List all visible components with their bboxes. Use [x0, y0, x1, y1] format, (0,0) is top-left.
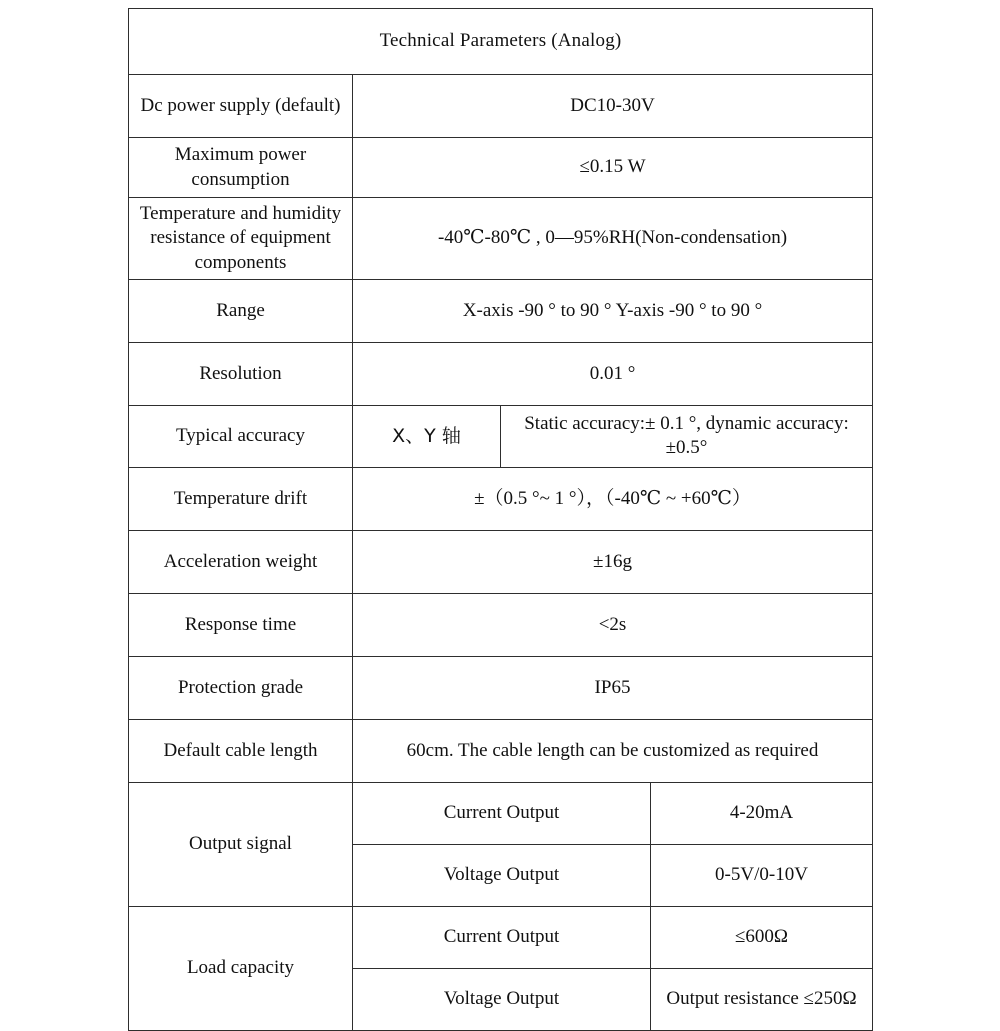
table-row [129, 719, 873, 782]
table-row [129, 467, 873, 530]
subrow-name-load-capacity-voltage: Voltage Output [353, 968, 651, 1030]
subrow-name-output-signal-current: Current Output [353, 782, 651, 844]
table-row [129, 906, 873, 968]
table-row [129, 656, 873, 719]
row-value-typical-accuracy: Static accuracy:± 0.1 °, dynamic accuracy: ±0.5° [501, 405, 873, 467]
row-value-temperature-drift: ±（0.5 °~ 1 °），（-40℃ ~ +60℃） [353, 467, 873, 530]
table-row [129, 198, 873, 280]
row-label-protection-grade: Protection grade [129, 656, 353, 719]
table-row [129, 279, 873, 342]
row-label-default-cable-length: Default cable length [129, 719, 353, 782]
table-row [129, 342, 873, 405]
subrow-name-load-capacity-current: Current Output [353, 906, 651, 968]
table-row [129, 75, 873, 138]
subrow-value-output-signal-current: 4-20mA [651, 782, 873, 844]
subrow-name-output-signal-voltage: Voltage Output [353, 844, 651, 906]
row-label-typical-accuracy: Typical accuracy [129, 405, 353, 467]
row-label-resolution: Resolution [129, 342, 353, 405]
table-row [129, 593, 873, 656]
row-label-dc-power-supply: Dc power supply (default) [129, 75, 353, 138]
row-value-max-power-consumption: ≤0.15 W [353, 138, 873, 198]
table-row [129, 405, 873, 467]
row-value-resolution: 0.01 ° [353, 342, 873, 405]
row-label-acceleration-weight: Acceleration weight [129, 530, 353, 593]
row-value-protection-grade: IP65 [353, 656, 873, 719]
row-label-load-capacity: Load capacity [129, 906, 353, 1030]
table-title-row [129, 9, 873, 75]
row-sublabel-typical-accuracy-axes: X、Y 轴 [353, 405, 501, 467]
row-label-output-signal: Output signal [129, 782, 353, 906]
subrow-value-load-capacity-current: ≤600Ω [651, 906, 873, 968]
page-title: Technical Parameters (Analog) [129, 9, 873, 75]
row-label-max-power-consumption: Maximum power consumption [129, 138, 353, 198]
technical-parameters-table [128, 8, 873, 1031]
table-row [129, 782, 873, 844]
row-value-default-cable-length: 60cm. The cable length can be customized as required [353, 719, 873, 782]
row-value-range: X-axis -90 ° to 90 ° Y-axis -90 ° to 90 ° [353, 279, 873, 342]
row-label-temperature-drift: Temperature drift [129, 467, 353, 530]
row-value-temp-humidity-resistance: -40℃-80℃ , 0—95%RH(Non-condensation) [353, 198, 873, 280]
row-label-range: Range [129, 279, 353, 342]
row-value-acceleration-weight: ±16g [353, 530, 873, 593]
row-label-response-time: Response time [129, 593, 353, 656]
subrow-value-load-capacity-voltage: Output resistance ≤250Ω [651, 968, 873, 1030]
table-row [129, 530, 873, 593]
row-value-dc-power-supply: DC10-30V [353, 75, 873, 138]
row-value-response-time: <2s [353, 593, 873, 656]
subrow-value-output-signal-voltage: 0-5V/0-10V [651, 844, 873, 906]
table-row [129, 138, 873, 198]
row-label-temp-humidity-resistance: Temperature and humidity resistance of equipment components [129, 198, 353, 280]
